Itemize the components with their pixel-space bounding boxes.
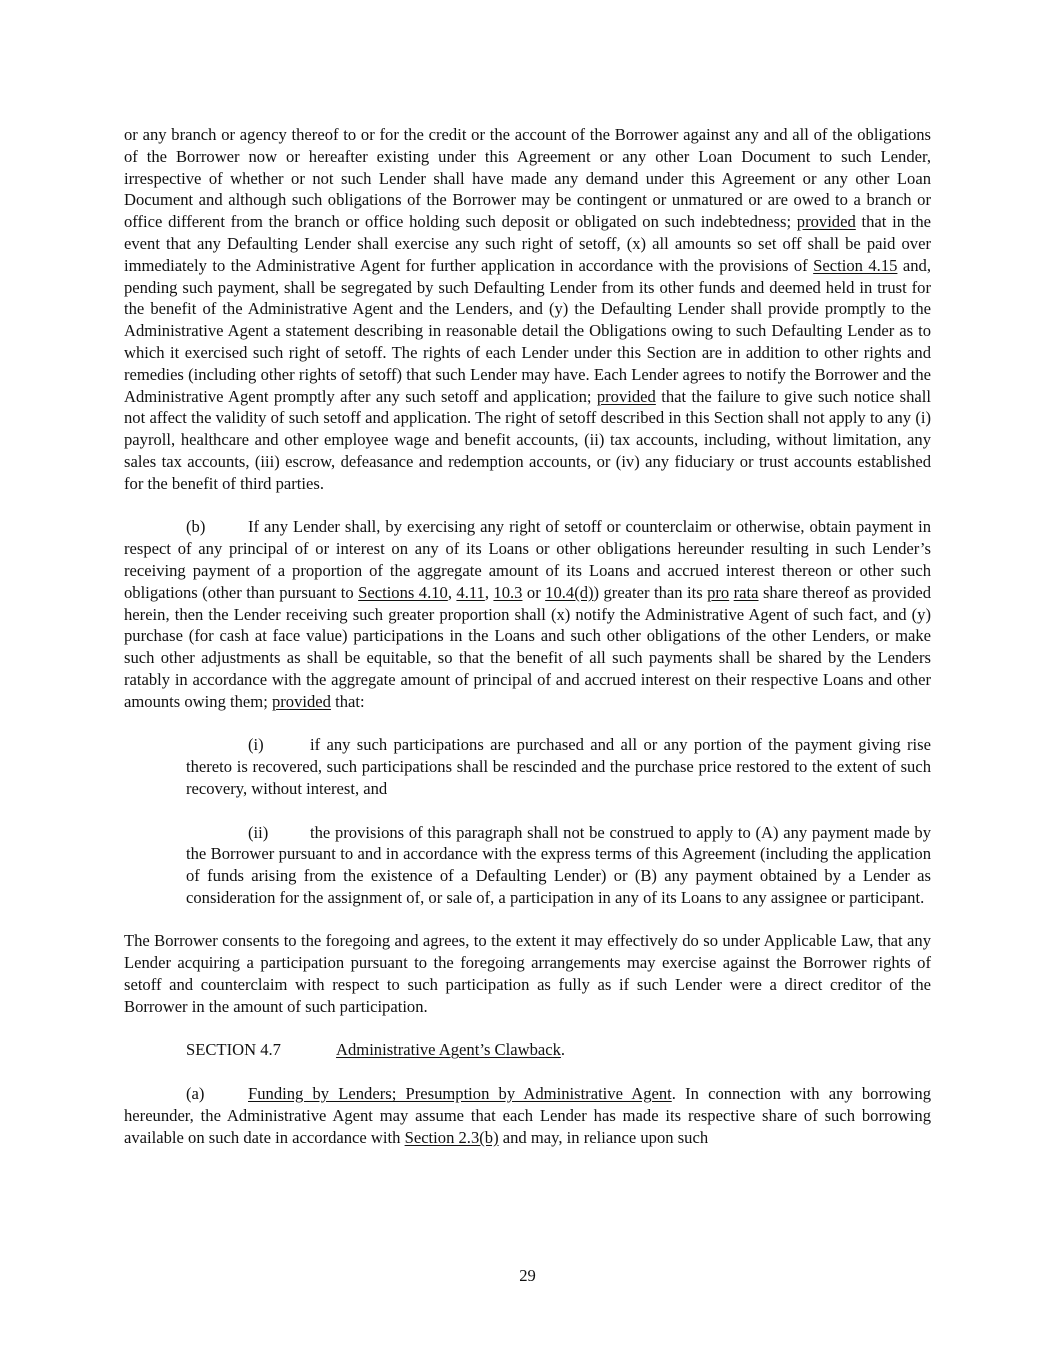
section-reference: 4.11	[456, 582, 485, 602]
provided-term: provided	[596, 386, 656, 406]
paragraph-a: (a) Funding by Lenders; Presumption by Administrative Agent. In connection with any borrowing hereunder, the Administrative Agent may assume that each Lender has made its respective share of such borrowing available on such date in accordance with Section 2.3(b) and may, in reliance upon such	[124, 1084, 931, 1147]
provided-term: provided	[796, 212, 856, 232]
consent-paragraph: The Borrower consents to the foregoing and agrees, to the extent it may effectively do so under Applicable Law, that any Lender acquiring a participation pursuant to the foregoing arrangements may exercise against the Borrower rights of setoff and counterclaim with respect to such participation as fully as if such Lender were a direct creditor of the Borrower in the amount of such participation.	[124, 931, 931, 1016]
section-reference: Section 2.3(b)	[404, 1127, 499, 1147]
subparagraph-ii: (ii) the provisions of this paragraph shall not be construed to apply to (A) any payment made by the Borrower pursuant to and in accordance with the express terms of this Agreement (including the application of funds arising from the existence of a Defaulting Lender) or (B) any payment obtained by a Lender as consideration for the assignment of, or sale of, a participation in any of its Loans to any assignee or participant.	[186, 822, 931, 907]
document-page	[124, 124, 931, 1148]
subparagraph-label: (i)	[248, 735, 264, 755]
setoff-paragraph: or any branch or agency thereof to or for the credit or the account of the Borrower against any and all of the obligations of the Borrower now or hereafter existing under this Agreement or any other Loan Document to such Lender, irrespective of whether or not such Lender shall have made any demand under this Agreement or any other Loan Document and although such obligations of the Borrower may be contingent or unmatured or are owed to a branch or office different from the branch or office holding such deposit or obligated on such indebtedness; provided that in the event that any Defaulting Lender shall exercise any such right of setoff, (x) all amounts so set off shall be paid over immediately to the Administrative Agent for further application in accordance with the provisions of Section 4.15 and, pending such payment, shall be segregated by such Defaulting Lender from its other funds and deemed held in trust for the benefit of the Administrative Agent and the Lenders, and (y) the Defaulting Lender shall provide promptly to the Administrative Agent a statement describing in reasonable detail the Obligations owing to such Defaulting Lender as to which it exercised such right of setoff. The rights of each Lender under this Section are in addition to other rights and remedies (including other rights of setoff) that such Lender may have. Each Lender agrees to notify the Borrower and the Administrative Agent promptly after any such setoff and application; provided that the failure to give such notice shall not affect the validity of such setoff and application. The right of setoff described in this Section shall not apply to any (i) payroll, healthcare and other employee wage and benefit accounts, (ii) tax accounts, including, without limitation, any sales tax accounts, (iii) escrow, defeasance and redemption accounts, or (iv) any fiduciary or trust accounts established for the benefit of third parties.	[124, 125, 932, 493]
pro-term: pro	[707, 582, 730, 602]
section-reference: 10.4(d)	[545, 582, 594, 602]
section-heading: SECTION 4.7 Administrative Agent’s Clawback.	[186, 1040, 566, 1060]
paragraph-heading: Funding by Lenders; Presumption by Administrative Agent	[248, 1084, 672, 1104]
section-number: SECTION 4.7	[186, 1040, 281, 1060]
subparagraph-label: (ii)	[248, 822, 269, 842]
paragraph-label: (b)	[186, 517, 206, 537]
section-reference: 10.3	[493, 582, 523, 602]
section-reference: Sections 4.10	[358, 582, 448, 602]
subparagraph-i: (i) if any such participations are purchased and all or any portion of the payment giving rise thereto is recovered, such participations shall be rescinded and the purchase price restored to the extent of such recovery, without interest, and	[186, 735, 931, 798]
paragraph-label: (a)	[186, 1084, 205, 1104]
section-reference: Section 4.15	[813, 255, 898, 275]
section-title: Administrative Agent’s Clawback	[336, 1040, 561, 1060]
rata-term: rata	[733, 582, 759, 602]
page-number: 29	[519, 1266, 536, 1285]
paragraph-b: (b) If any Lender shall, by exercising any right of setoff or counterclaim or otherwise, obtain payment in respect of any principal of or interest on any of its Loans or other obligations hereunder resulting in such Lender’s receiving payment of a proportion of the aggregate amount of its Loans and accrued interest thereon or other such obligations (other than pursuant to Sections 4.10, 4.11, 10.3 or 10.4(d)) greater than its pro rata share thereof as provided herein, then the Lender receiving such greater proportion shall (x) notify the Administrative Agent of such fact, and (y) purchase (for cash at face value) participations in the Loans and such other obligations of the other Lenders, or make such other adjustments as shall be equitable, so that the benefit of all such payments shall be shared by the Lenders ratably in accordance with the aggregate amount of principal of and accrued interest on their respective Loans and other amounts owing them; provided that:	[124, 517, 932, 711]
provided-term: provided	[271, 691, 331, 711]
